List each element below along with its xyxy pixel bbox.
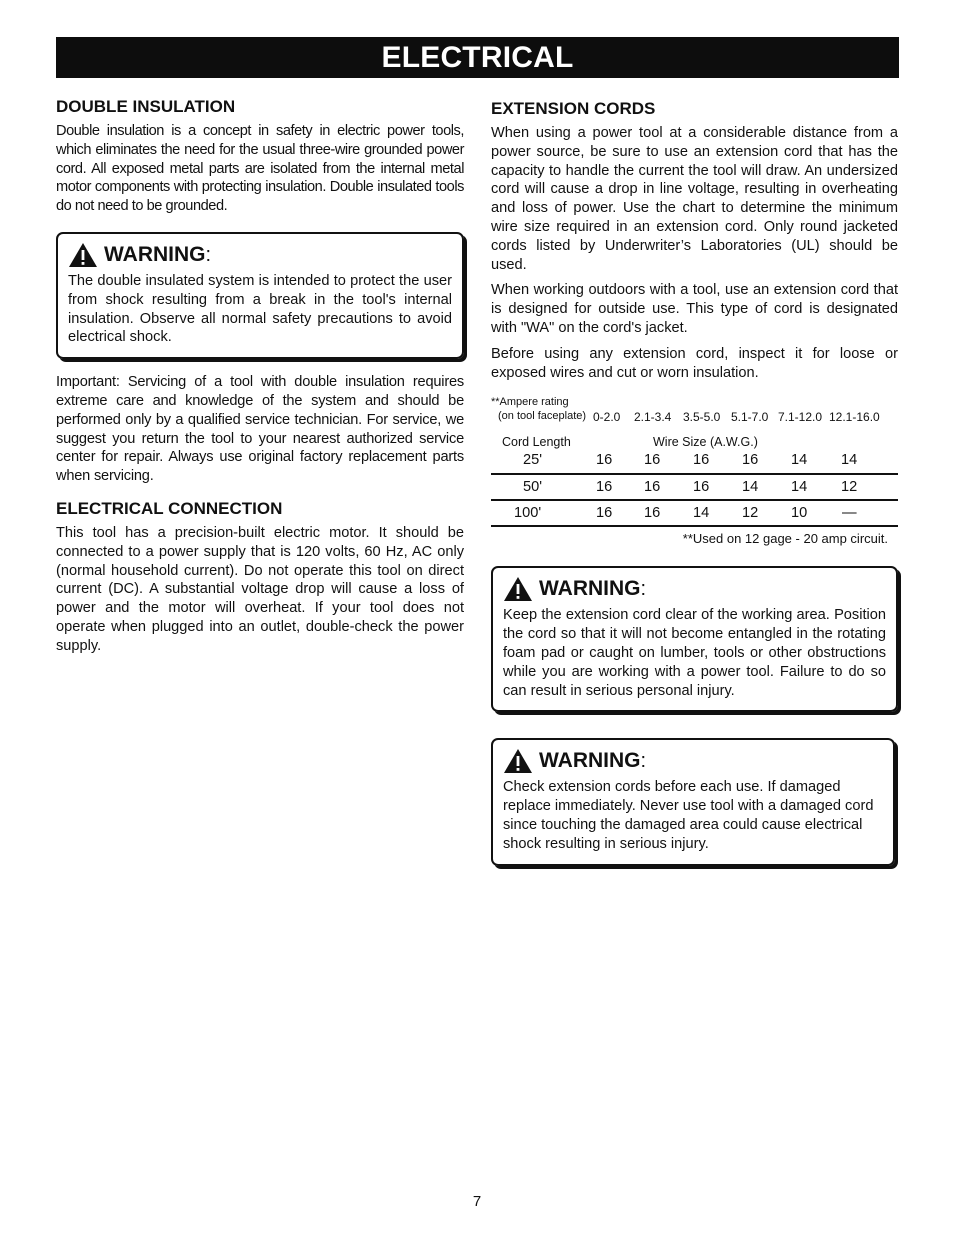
wire-size-cell: 14 bbox=[693, 505, 710, 522]
wire-size-label: Wire Size (A.W.G.) bbox=[653, 435, 758, 450]
check-cords-warning-box bbox=[491, 738, 895, 865]
range-header: 2.1-3.4 bbox=[634, 410, 672, 425]
wire-size-cell: 16 bbox=[596, 505, 613, 522]
page-number: 7 bbox=[472, 1193, 482, 1210]
warning-triangle-icon bbox=[503, 748, 533, 774]
range-header: 3.5-5.0 bbox=[683, 410, 721, 425]
page-title: ELECTRICAL bbox=[56, 37, 899, 78]
wire-size-cell: 10 bbox=[791, 505, 808, 522]
electrical-connection-heading: ELECTRICAL CONNECTION bbox=[56, 498, 283, 518]
wire-size-cell: 14 bbox=[742, 479, 759, 496]
cord-length-label: Cord Length bbox=[502, 435, 571, 450]
range-header: 0-2.0 bbox=[593, 410, 621, 425]
warning-colon: : bbox=[640, 578, 647, 601]
extension-cord-warning-box bbox=[491, 566, 898, 712]
cord-length-cell: 100' bbox=[514, 505, 542, 522]
warning-header bbox=[503, 576, 886, 602]
warning-title: WARNING bbox=[539, 577, 641, 601]
warning-body: Check extension cords before each use. If damaged replace immediately. Never use tool with a damaged cord since touching the damaged area could cause electrical shock resulting in serious injury. bbox=[503, 779, 874, 852]
wire-size-cell: 16 bbox=[742, 452, 759, 469]
wire-size-cell: 16 bbox=[693, 479, 710, 496]
warning-triangle-icon bbox=[503, 576, 533, 602]
wire-size-cell: 16 bbox=[644, 452, 661, 469]
warning-colon: : bbox=[205, 243, 212, 266]
extension-cords-para-1: When using a power tool at a considerable distance from a power source, be sure to use an extension cord that has the capacity to handle the current the tool will draw. An undersized cord will cause a drop in line voltage, resulting in overheating and loss of power. Use the chart to determine the minimum wire size required in an extension cord. Only round jacketed cords listed by Underwriter’s Laboratories (UL) should be used. bbox=[491, 125, 898, 273]
wire-size-cell: 16 bbox=[644, 479, 661, 496]
wire-size-cell: 14 bbox=[791, 452, 808, 469]
table-row bbox=[491, 501, 898, 527]
warning-triangle-icon bbox=[68, 242, 98, 268]
right-column bbox=[491, 98, 898, 866]
faceplate-label: (on tool faceplate) bbox=[498, 410, 587, 423]
warning-colon: : bbox=[640, 750, 647, 773]
wire-size-cell: 12 bbox=[742, 505, 759, 522]
wire-size-table bbox=[491, 448, 898, 527]
warning-header bbox=[503, 748, 883, 774]
warning-title: WARNING bbox=[104, 242, 206, 266]
cord-length-cell: 25' bbox=[523, 452, 543, 469]
table-row bbox=[491, 475, 898, 501]
extension-cords-heading: EXTENSION CORDS bbox=[491, 99, 656, 118]
range-header: 12.1-16.0 bbox=[829, 410, 880, 425]
double-insulation-body: Double insulation is a concept in safety in electric power tools, which eliminates the need for the usual three-wire grounded power cord. All exposed metal parts are isolated from the internal metal motor components with protecting insulation. Double insulated tools do not need to be grounded. bbox=[56, 123, 464, 215]
important-note: Important: Servicing of a tool with double insulation requires extreme care and knowledge of the system and should be performed only by a qualified service technician. For service, we suggest you return the tool to your nearest authorized service center for repair. Always use original factory replacement parts when servicing. bbox=[56, 374, 464, 485]
range-header: 7.1-12.0 bbox=[778, 410, 823, 425]
wire-size-cell: 14 bbox=[841, 452, 858, 469]
table-row bbox=[491, 448, 898, 475]
extension-cords-para-3: Before using any extension cord, inspect it for loose or exposed wires and cut or worn insulation. bbox=[491, 345, 898, 381]
ampere-rating-note: **Ampere rating bbox=[491, 396, 569, 409]
range-header: 5.1-7.0 bbox=[731, 410, 769, 425]
warning-body: Keep the extension cord clear of the working area. Position the cord so that it will not become entangled in the rotating foam pad or caught on lumber, tools or other obstructions while you are working with a power tool. Failure to do so can result in serious personal injury. bbox=[503, 607, 886, 699]
table-footnote: **Used on 12 gage - 20 amp circuit. bbox=[682, 531, 888, 547]
left-column bbox=[56, 96, 464, 656]
warning-body: The double insulated system is intended to protect the user from shock resulting from a break in the tool's internal insulation. Observe all normal safety precautions to avoid electrical shock. bbox=[68, 272, 452, 346]
wire-size-cell: 16 bbox=[644, 505, 661, 522]
wire-size-cell: 16 bbox=[596, 479, 613, 496]
double-insulation-warning-box bbox=[56, 232, 464, 359]
wire-size-cell: 16 bbox=[596, 452, 613, 469]
electrical-connection-body: This tool has a precision-built electric motor. It should be connected to a power supply that is 120 volts, 60 Hz, AC only (normal household current). Do not operate this tool on direct current (DC). A substantial voltage drop will cause a loss of power and the motor will overheat. If your tool does not operate when plugged into an outlet, double-check the power supply. bbox=[56, 524, 464, 654]
extension-cords-para-2: When working outdoors with a tool, use an extension cord that is designed for outside use. This type of cord is designated with "WA" on the cord's jacket. bbox=[491, 282, 898, 336]
wire-size-cell: — bbox=[842, 505, 857, 522]
wire-size-cell: 14 bbox=[791, 479, 808, 496]
cord-length-cell: 50' bbox=[523, 479, 543, 496]
wire-size-cell: 16 bbox=[693, 452, 710, 469]
wire-size-cell: 12 bbox=[841, 479, 858, 496]
warning-header bbox=[68, 242, 452, 268]
warning-title: WARNING bbox=[539, 749, 641, 773]
double-insulation-heading: DOUBLE INSULATION bbox=[56, 97, 236, 116]
